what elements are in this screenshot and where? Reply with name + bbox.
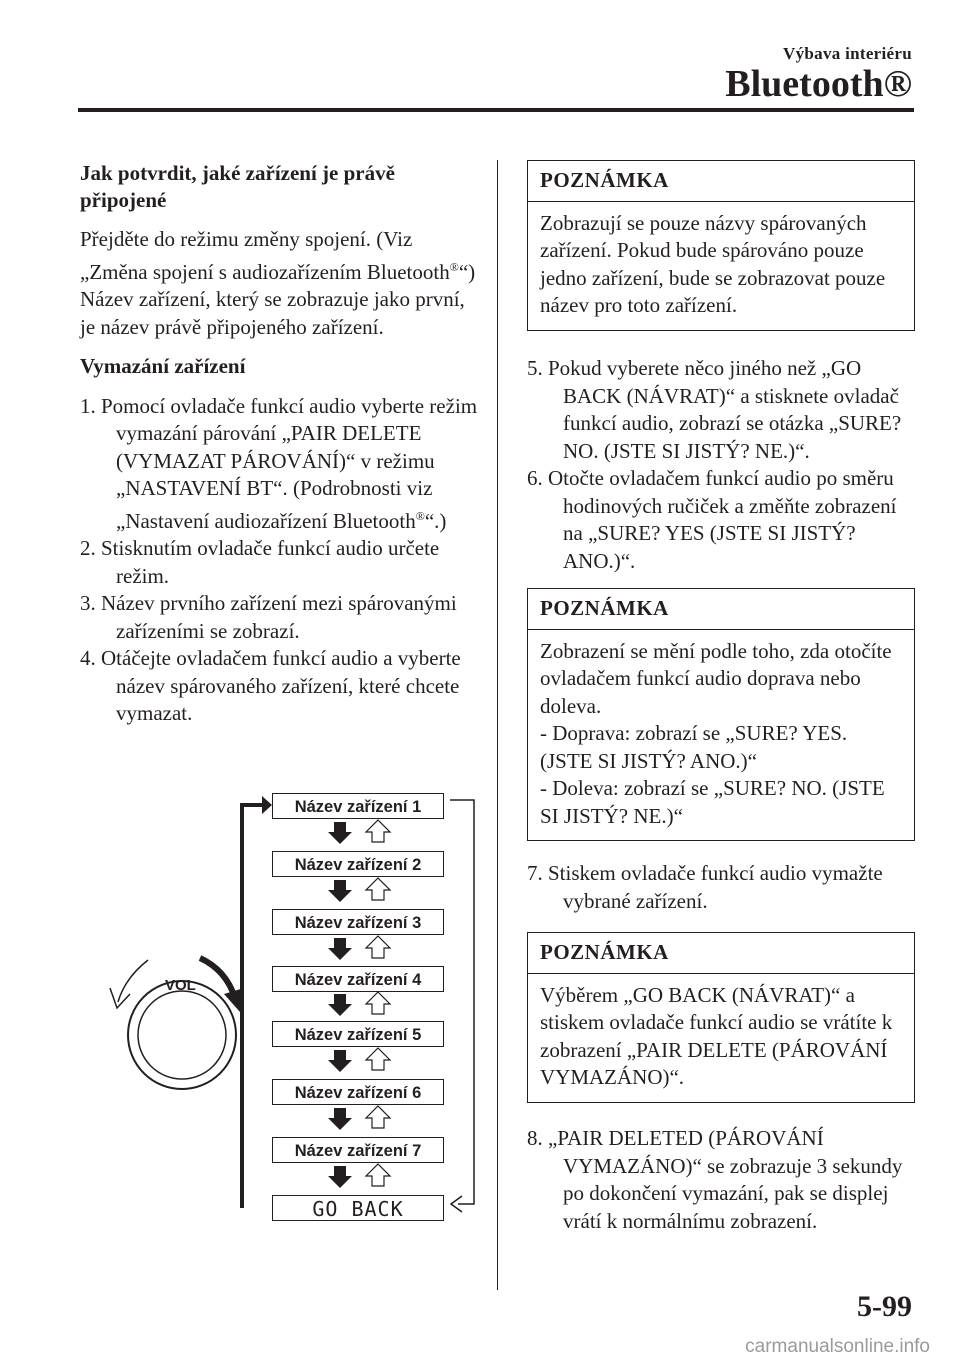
step-8-block [527, 1125, 917, 1235]
steps-list-left [80, 393, 480, 728]
outline-bracket [450, 800, 474, 1204]
note-title: POZNÁMKA [528, 589, 914, 630]
subheading-delete-device: Vymazání zařízení [80, 354, 246, 378]
device-name-5: Název zařízení 5 [272, 1021, 444, 1047]
para-change-connection [80, 226, 480, 341]
page-title: Bluetooth® [725, 63, 912, 105]
note-box-3 [527, 932, 915, 1103]
page-number: 5-99 [857, 1290, 912, 1323]
go-back-display: GO BACK [272, 1195, 444, 1221]
section-label: Výbava interiéru [783, 44, 912, 63]
para-tail: “) [458, 259, 476, 284]
device-name-1: Název zařízení 1 [272, 793, 444, 819]
knob-label: VOL [165, 977, 196, 994]
knob-inner [138, 991, 226, 1079]
heading-current-device: Jak potvrdit, jaké zařízení je právě připojené [80, 161, 395, 212]
para-text: Přejděte do režimu změny spojení. (Viz „Změna spojení s audiozařízením Bluetooth [80, 227, 450, 284]
steps-5-6 [527, 355, 917, 575]
para-first-device: Název zařízení, který se zobrazuje jako první, je název právě připojeného zařízení. [80, 287, 465, 339]
device-name-4: Název zařízení 4 [272, 966, 444, 992]
note-body: Zobrazují se pouze názvy spárovaných zařízení. Pokud bude spárováno pouze jedno zařízení, bude se zobrazovat pouze název pro toto zařízení. [540, 210, 886, 317]
step-6: 6. Otočte ovladačem funkcí audio po směru hodinových ručiček a změňte zobrazení na „SURE? YES (JSTE SI JISTÝ? ANO.)“. [527, 466, 897, 573]
step-1: 1. Pomocí ovladače funkcí audio vyberte režim vymazání párování „PAIR DELETE (VYMAZAT PÁROVÁNÍ)“ v režimu „NASTAVENÍ BT“. (Podrobnosti viz „Nastavení audiozařízení Bluetooth®“.) [80, 393, 478, 533]
step-3: 3. Název prvního zařízení mezi spárovanými zařízeními se zobrazí. [80, 591, 457, 643]
solid-bracket [242, 805, 262, 1208]
step-7: 7. Stiskem ovladače funkcí audio vymažte vybrané zařízení. [527, 861, 883, 913]
device-name-6: Název zařízení 6 [272, 1079, 444, 1105]
knob-outer [128, 981, 236, 1089]
reg-mark: ® [449, 259, 459, 274]
note-title: POZNÁMKA [528, 161, 914, 202]
device-name-2: Název zařízení 2 [272, 851, 444, 877]
watermark: carmanualsonline.info [745, 1336, 930, 1357]
note-body: Zobrazení se mění podle toho, zda otočíte ovladačem funkcí audio doprava nebo doleva. - Doprava: zobrazí se „SURE? YES. (JSTE SI JISTÝ? ANO.)“ - Doleva: zobrazí se „SURE? NO. (JSTE SI JISTÝ? NE.)“ [540, 638, 892, 828]
left-column [80, 160, 480, 728]
header-rule [78, 108, 914, 112]
step-4: 4. Otáčejte ovladačem funkcí audio a vyberte název spárovaného zařízení, které chcete vymazat. [80, 646, 461, 725]
cw-arrow [200, 958, 235, 998]
ccw-arrow [118, 960, 148, 1002]
note-box-1 [527, 160, 915, 331]
step-8: 8. „PAIR DELETED (PÁROVÁNÍ VYMAZÁNO)“ se zobrazuje 3 sekundy po dokončení vymazání, pak se displej vrátí k normálnímu zobrazení. [527, 1126, 903, 1233]
column-divider [497, 160, 498, 1290]
device-name-7: Název zařízení 7 [272, 1137, 444, 1163]
note-box-2 [527, 588, 915, 841]
step-2: 2. Stisknutím ovladače funkcí audio určete režim. [80, 536, 440, 588]
step-7-block [527, 860, 917, 915]
note-title: POZNÁMKA [528, 933, 914, 974]
step-5: 5. Pokud vyberete něco jiného než „GO BACK (NÁVRAT)“ a stisknete ovladač funkcí audio, zobrazí se otázka „SURE? NO. (JSTE SI JISTÝ? NE.)“. [527, 356, 902, 463]
note-body: Výběrem „GO BACK (NÁVRAT)“ a stiskem ovladače funkcí audio se vrátíte k zobrazení „PAIR DELETE (PÁROVÁNÍ VYMAZÁNO)“. [540, 982, 893, 1089]
device-name-3: Název zařízení 3 [272, 909, 444, 935]
